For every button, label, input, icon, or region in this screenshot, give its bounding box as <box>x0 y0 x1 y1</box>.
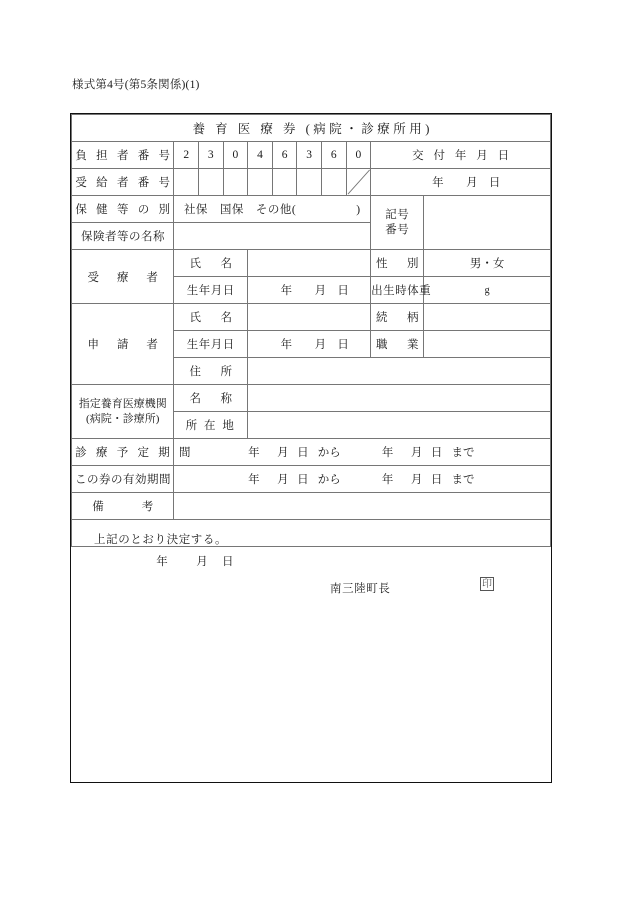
treatment-to-year: 年 <box>381 447 394 459</box>
treatment-from-suffix: から <box>317 447 341 459</box>
decision-month-label: 月 <box>196 556 208 568</box>
treatment-to-suffix: まで <box>451 447 475 459</box>
treatment-from-year: 年 <box>248 447 260 459</box>
treatment-to-day: 日 <box>430 447 443 459</box>
decision-statement: 上記のとおり決定する。 <box>94 534 228 546</box>
applicant-relation-label: 続 柄 <box>371 304 424 331</box>
patient-name-label: 氏 名 <box>174 250 248 277</box>
symbol-label-line2: 番号 <box>385 223 410 236</box>
patient-birth-weight-label: 出生時体重 <box>371 277 424 304</box>
payer-digit-8: 0 <box>346 142 371 169</box>
table-row-payer-number <box>72 142 551 169</box>
applicant-birth-year-label: 年 <box>280 339 293 351</box>
recipient-digit-1[interactable] <box>174 169 199 196</box>
applicant-name-label: 氏 名 <box>174 304 248 331</box>
patient-birth-label: 生年月日 <box>174 277 248 304</box>
insurance-type-label: 保 健 等 の 別 <box>72 196 174 223</box>
issue-month-label: 月 <box>466 177 478 189</box>
payer-number-label: 負 担 者 番 号 <box>72 142 174 169</box>
applicant-occupation-label: 職 業 <box>371 331 424 358</box>
voucher-title: 養 育 医 療 券 (病院・診療所用) <box>72 115 551 142</box>
applicant-birth-day-label: 日 <box>337 339 349 351</box>
applicant-birth-date[interactable] <box>248 331 371 358</box>
seal-icon: 印 <box>482 579 492 590</box>
payer-digit-1: 2 <box>174 142 199 169</box>
patient-sex-label: 性 別 <box>371 250 424 277</box>
payer-digit-4: 4 <box>248 142 273 169</box>
patient-birth-weight-value[interactable]: g <box>424 277 551 304</box>
payer-digit-6: 3 <box>297 142 322 169</box>
form-number: 様式第4号(第5条関係)(1) <box>72 79 200 91</box>
issuing-authority: 南三陸町長 <box>330 583 391 595</box>
treatment-from-month: 月 <box>277 447 289 459</box>
recipient-digit-4[interactable] <box>248 169 273 196</box>
issue-date-fields[interactable] <box>371 169 551 196</box>
symbol-number-value[interactable] <box>424 196 551 250</box>
table-row-insurance-type <box>72 196 551 223</box>
payer-digit-3: 0 <box>223 142 248 169</box>
recipient-digit-5[interactable] <box>272 169 297 196</box>
applicant-birth-label: 生年月日 <box>174 331 248 358</box>
institution-name-label: 名 称 <box>174 385 248 412</box>
table-row-applicant-name <box>72 304 551 331</box>
issue-date-label: 交 付 年 月 日 <box>371 142 551 169</box>
patient-sex-options[interactable]: 男・女 <box>424 250 551 277</box>
patient-birth-date[interactable] <box>248 277 371 304</box>
patient-section-label: 受 療 者 <box>72 250 174 304</box>
decision-day-label: 日 <box>222 556 234 568</box>
institution-address-value[interactable] <box>248 412 551 439</box>
institution-label-line1: 指定養育医療機関 <box>78 397 167 410</box>
payer-digit-2: 3 <box>199 142 224 169</box>
payer-digit-5: 6 <box>272 142 297 169</box>
validity-period-fields[interactable] <box>174 466 551 493</box>
issue-day-label: 日 <box>488 177 501 189</box>
validity-from-day: 日 <box>297 474 309 486</box>
recipient-digit-8-struck <box>346 169 371 196</box>
validity-to-year: 年 <box>381 474 394 486</box>
applicant-name-value[interactable] <box>248 304 371 331</box>
applicant-section-label: 申 請 者 <box>72 304 174 385</box>
treatment-from-day: 日 <box>297 447 309 459</box>
table-row-title <box>72 115 551 142</box>
decision-block <box>72 520 551 595</box>
institution-name-value[interactable] <box>248 385 551 412</box>
validity-to-day: 日 <box>430 474 443 486</box>
validity-to-suffix: まで <box>451 474 475 486</box>
insurance-type-options[interactable]: 社保 国保 その他( ) <box>174 196 371 223</box>
diagonal-strike-icon <box>347 169 371 195</box>
table-row-remarks <box>72 493 551 520</box>
patient-name-value[interactable] <box>248 250 371 277</box>
symbol-number-label <box>371 196 424 250</box>
patient-birth-month-label: 月 <box>314 285 327 297</box>
institution-label-line2: (病院・診療所) <box>86 412 160 425</box>
validity-from-year: 年 <box>248 474 260 486</box>
table-row-recipient-number <box>72 169 551 196</box>
validity-period-label: この券の有効期間 <box>72 466 174 493</box>
validity-to-month: 月 <box>410 474 423 486</box>
treatment-period-label: 診 療 予 定 期 間 <box>72 439 174 466</box>
insurer-name-label: 保険者等の名称 <box>72 223 174 250</box>
recipient-digit-2[interactable] <box>199 169 224 196</box>
treatment-to-month: 月 <box>410 447 423 459</box>
symbol-label-line1: 記号 <box>385 208 410 221</box>
decision-year-label: 年 <box>156 556 168 568</box>
recipient-number-label: 受 給 者 番 号 <box>72 169 174 196</box>
applicant-address-value[interactable] <box>248 358 551 385</box>
issue-year-label: 年 <box>432 177 444 189</box>
recipient-digit-7[interactable] <box>321 169 346 196</box>
remarks-label: 備 考 <box>72 493 174 520</box>
applicant-address-label: 住 所 <box>174 358 248 385</box>
institution-address-label: 所 在 地 <box>174 412 248 439</box>
recipient-digit-6[interactable] <box>297 169 322 196</box>
patient-birth-year-label: 年 <box>280 285 293 297</box>
table-row-institution-name <box>72 385 551 412</box>
insurer-name-value[interactable] <box>174 223 371 250</box>
table-row-patient-name <box>72 250 551 277</box>
medical-voucher-table <box>71 114 551 595</box>
remarks-value[interactable] <box>174 493 551 520</box>
treatment-period-fields[interactable] <box>174 439 551 466</box>
applicant-birth-month-label: 月 <box>314 339 327 351</box>
table-row-decision <box>72 520 551 547</box>
patient-birth-day-label: 日 <box>337 285 349 297</box>
validity-from-suffix: から <box>317 474 341 486</box>
table-row-validity-period <box>72 466 551 493</box>
recipient-digit-3[interactable] <box>223 169 248 196</box>
institution-section-label <box>72 385 174 439</box>
payer-digit-7: 6 <box>321 142 346 169</box>
table-row-treatment-period <box>72 439 551 466</box>
decision-date[interactable] <box>142 553 234 569</box>
applicant-occupation-value[interactable] <box>424 331 551 358</box>
validity-from-month: 月 <box>277 474 289 486</box>
applicant-relation-value[interactable] <box>424 304 551 331</box>
